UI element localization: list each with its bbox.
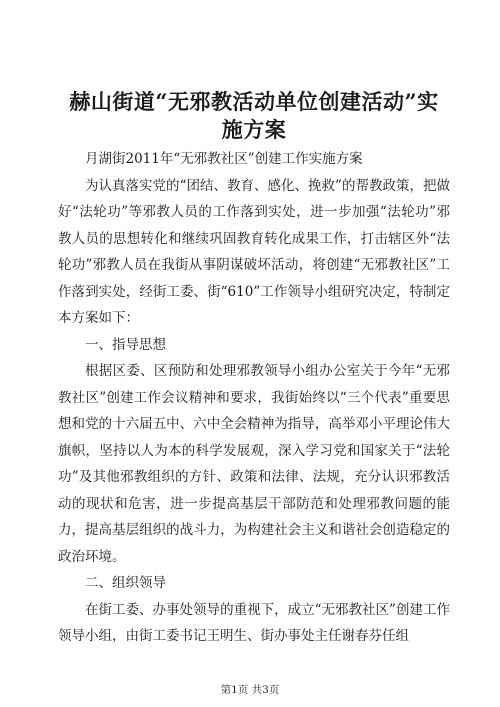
subtitle-paragraph: 月湖街2011年“无邪教社区”创建工作实施方案 (85, 151, 363, 167)
organization-paragraph: 在街工委、办事处领导的重视下，成立“无邪教社区”创建工作领导小组，由街工委书记王明生、街办事处主任谢春芬任组 (58, 601, 450, 644)
document-title: 赫山街道“无邪教活动单位创建活动”实施方案 (69, 89, 439, 142)
page-number-footer: 第1页 共3页 (220, 684, 280, 696)
document-body (58, 146, 450, 650)
section-heading-organization: 二、组织领导 (85, 575, 166, 591)
section-heading-guiding-thought: 一、指导思想 (85, 336, 166, 353)
guiding-thought-paragraph: 根据区委、区预防和处理邪教领导小组办公室关于今年“无邪教社区”创建工作会议精神和要求，我街始终以“三个代表”重要思想和党的十六届五中、六中全会精神为指导，高举邓小平理论伟大旗帜，坚持以人为本的科学发展观，深入学习党和国家关于“法轮功”及其他邪教组织的方针、政策和法律、法规，充分认识邪教活动的现状和危害，进一步提高基层干部防范和处理邪教问题的能力，提高基层组织的战斗力，为构建社会主义和谐社会创造稳定的政治环境。 (58, 363, 450, 565)
intro-paragraph: 为认真落实党的“团结、教育、感化、挽救”的帮教政策，把做好“法轮功”等邪教人员的工作落到实处，进一步加强“法轮功”邪教人员的思想转化和继续巩固教育转化成果工作，打击辖区外“法轮功”邪教人员在我街从事阴谋破坏活动，将创建“无邪教社区”工作落到实处，经街工委、街“610”工作领导小组研究决定，特制定本方案如下： (58, 177, 450, 326)
